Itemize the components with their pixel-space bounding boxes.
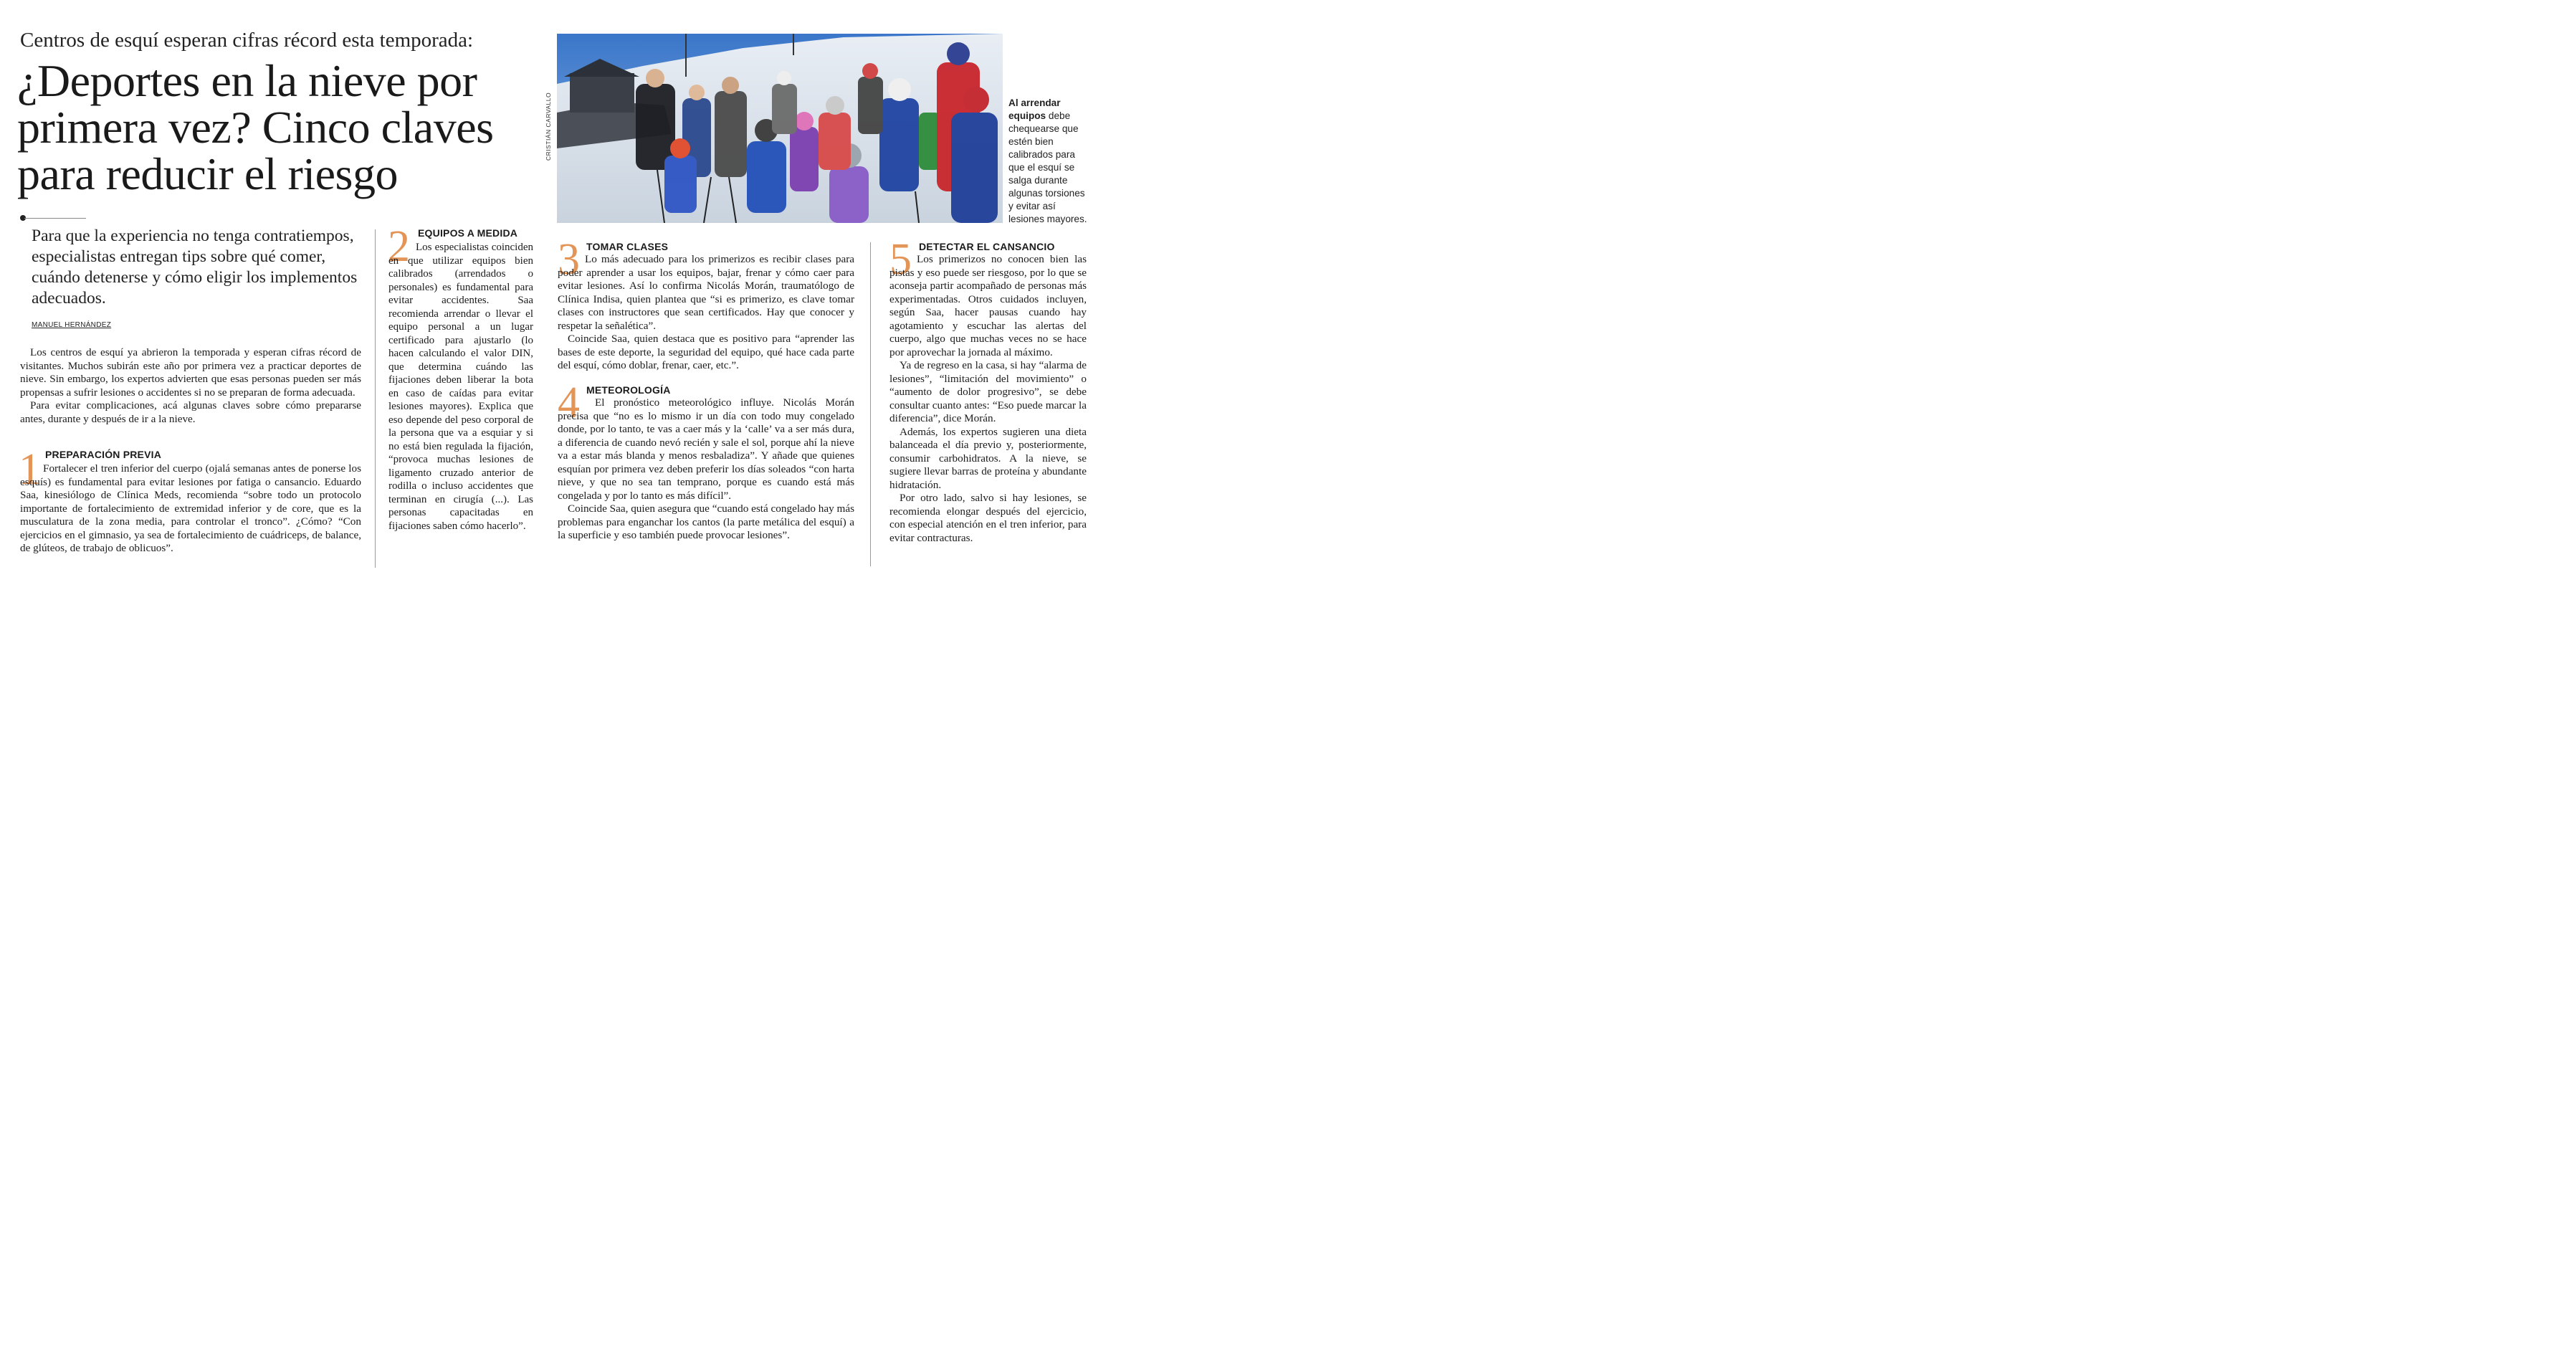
section-number: 1 bbox=[19, 445, 41, 494]
section-number: 2 bbox=[388, 222, 410, 271]
section-number: 3 bbox=[558, 235, 580, 284]
section-body bbox=[558, 396, 854, 543]
section-body bbox=[20, 462, 361, 556]
section-title: TOMAR CLASES bbox=[586, 241, 669, 252]
photo-credit: CRISTIÁN CARVALLO bbox=[545, 92, 552, 161]
kicker: Centros de esquí esperan cifras récord esta temporada: bbox=[20, 29, 474, 52]
photo-caption bbox=[1008, 97, 1087, 226]
ski-photo bbox=[557, 34, 1003, 223]
intro-paragraph: Los centros de esquí ya abrieron la temporada y esperan cifras récord de visitantes. Muchos subirán este año por primera vez a practicar deportes de nieve. Sin embargo, los expertos advierten que esas personas pueden ser más propensas a sufrir lesiones o accidentes si no se preparan de forma adecuada. bbox=[20, 346, 361, 399]
section-body bbox=[388, 241, 533, 533]
intro-text bbox=[20, 346, 361, 426]
caption-text: debe chequearse que estén bien calibrados para que el esquí se salga durante algunas torsiones y evitar así lesiones mayores. bbox=[1008, 110, 1087, 224]
section-paragraph: Los especialistas coinciden en que utilizar equipos bien calibrados (arrendados o personales) es fundamental para evitar accidentes. Saa recomienda arrendar o llevar el equipo personal a un lugar certificado para ajustarlo (lo hacen calculando el valor DIN, que determina cuándo las fijaciones deben liberar la bota en caso de caídas para evitar lesiones mayores). Explica que eso depende del peso corporal de la persona que va a esquiar y si no está bien regulada la fijación, “provoca muchas lesiones de ligamento cruzado anterior de rodilla o incluso accidentes que terminan en cirugía (...). Las personas capacitadas en fijaciones saben cómo hacerlo”. bbox=[388, 242, 533, 532]
section-paragraph: Además, los expertos sugieren una dieta balanceada el día previo y, posteriormente, consumir carbohidratos. A la nieve, se sugiere llevar barras de proteína y abundante hidratación. bbox=[889, 425, 1087, 491]
rule-line bbox=[24, 218, 86, 219]
ski-photo-illustration bbox=[557, 34, 1003, 223]
section-body bbox=[889, 253, 1087, 545]
section-title: DETECTAR EL CANSANCIO bbox=[919, 241, 1055, 252]
section-paragraph: Los primerizos no conocen bien las pistas y eso puede ser riesgoso, por lo que se aconseja partir acompañado de personas más experimentadas. Otros cuidados incluyen, según Saa, hacer pausas cuando hay agotamiento y escuchar las alertas del cuerpo, algo que muchas veces no se hace por aprovechar la jornada al máximo. bbox=[889, 253, 1087, 358]
deck: Para que la experiencia no tenga contratiempos, especialistas entregan tips sobre qué comer, cuándo detenerse y cómo eligir los implementos adecuados. bbox=[32, 227, 358, 308]
section-paragraph: El pronóstico meteorológico influye. Nicolás Morán precisa que “no es lo mismo ir un día con todo muy congelado donde, por lo tanto, te vas a caer más y la ‘calle’ va a ser más dura, a diferencia de cuando nevó recién y sale el sol, porque ahí la nieve va a estar más blanda y menos resbaladiza”. Y añade que quienes esquían por primera vez deben preferir los días soleados “con harta nieve, y que no sea tan temprano, porque es cuando está más congelada y por lo tanto es más difícil”. bbox=[558, 396, 854, 502]
caption-lead: Al arrendar equipos bbox=[1008, 97, 1061, 121]
section-paragraph: Coincide Saa, quien destaca que es positivo para “aprender las bases de este deporte, la seguridad del equipo, qué hace cada parte del esquí, cómo doblar, frenar, caer, etc.”. bbox=[558, 333, 854, 371]
section-title: EQUIPOS A MEDIDA bbox=[418, 227, 518, 239]
section-paragraph: Fortalecer el tren inferior del cuerpo (ojalá semanas antes de ponerse los esquís) es fundamental para evitar lesiones por fatiga o cansancio. Eduardo Saa, kinesiólogo de Clínica Meds, recomienda “sobre todo un protocolo importante de fortalecimiento de extremidad inferior y de core, que es la musculatura de la zona media, para controlar el tronco”. ¿Cómo? “Con ejercicios en el gimnasio, ya sea de fortalecimiento de cuádriceps, de balance, de glúteos, de trabajo de oblicuos”. bbox=[20, 462, 361, 554]
intro-paragraph: Para evitar complicaciones, acá algunas claves sobre cómo prepararse antes, durante y después de ir a la nieve. bbox=[20, 399, 361, 425]
section-number: 4 bbox=[558, 378, 580, 427]
byline: MANUEL HERNÁNDEZ bbox=[32, 321, 112, 329]
column-divider bbox=[375, 229, 376, 568]
section-paragraph: Por otro lado, salvo si hay lesiones, se recomienda elongar después del ejercicio, con especial atención en el tren inferior, para evitar contracturas. bbox=[889, 492, 1087, 544]
section-title: PREPARACIÓN PREVIA bbox=[45, 449, 162, 460]
section-title: METEOROLOGÍA bbox=[586, 384, 671, 396]
section-paragraph: Lo más adecuado para los primerizos es recibir clases para poder aprender a usar los equipos, bajar, frenar y cómo caer para evitar lesiones. Así lo confirma Nicolás Morán, traumatólogo de Clínica Indisa, quien plantea que “si es primerizo, es clave tomar clases con instructores que sean certificados. Hay que conocer y respetar la señalética”. bbox=[558, 253, 854, 332]
section-body bbox=[558, 253, 854, 373]
section-paragraph: Coincide Saa, quien asegura que “cuando está congelado hay más problemas para enganchar los cantos (la parte metálica del esquí) a la superficie y eso también puede provocar lesiones”. bbox=[558, 503, 854, 541]
column-divider bbox=[870, 242, 871, 566]
section-paragraph: Ya de regreso en la casa, si hay “alarma de lesiones”, “limitación del movimiento” o “aumento de dolor progresivo”, se debe consultar cuanto antes: “Eso puede marcar la diferencia”, dice Morán. bbox=[889, 359, 1087, 424]
headline: ¿Deportes en la nieve por primera vez? Cinco claves para reducir el riesgo bbox=[17, 55, 494, 199]
section-number: 5 bbox=[889, 235, 912, 284]
